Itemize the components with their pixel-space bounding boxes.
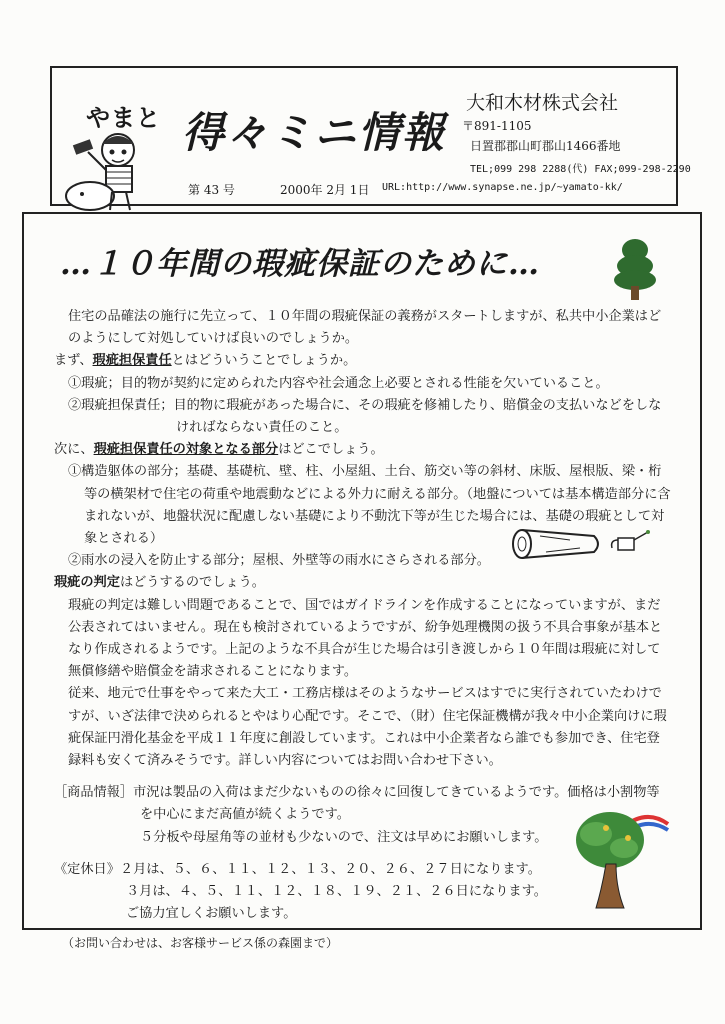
q2-prefix: 次に、 [54, 442, 94, 458]
issue-date: 2000年 2月 1日 [280, 183, 370, 197]
company-name: 大和木材株式会社 [466, 92, 619, 114]
judgement-paragraph: 瑕疵の判定は難しい問題であることで、国ではガイドラインを作成することになっていますが、まだ公表されてはいません。現在も検討されているようですが、紛争処理機関の扱う不具合事象が基本となり作成されるようです。上記のような不具合が生じた場合は引き渡しから１０年間は瑕疵に対して無償修繕や賠償金を請求されることになります。 [68, 597, 663, 680]
brand-name: やまと [86, 104, 161, 132]
q3-suffix: はどうするのでしょう。 [119, 575, 265, 591]
holiday-line3: ご協力宜しくお願いします。 [126, 906, 297, 922]
question-defect-liability [54, 350, 672, 372]
q1-emphasis: 瑕疵担保責任 [92, 353, 172, 369]
q2-suffix: はどこでしょう。 [278, 442, 384, 458]
definition-liability: ②瑕疵担保責任；目的物に瑕疵があった場合に、その瑕疵を修補したり、賠償金の支払いなどをしな [68, 397, 662, 413]
watering-can-icon [604, 528, 652, 556]
website-url[interactable]: URL:http://www.synapse.ne.jp/~yamato-kk/ [382, 182, 623, 193]
holiday-label: 《定休日》 [54, 861, 120, 877]
holiday-text1: ２月は、５、６、１１、１２、１３、２０、２６、２７日になります。 [119, 861, 541, 877]
tree-icon [612, 236, 658, 302]
article-headline: …１０年間の瑕疵保証のために… [60, 246, 540, 282]
question-covered-parts [54, 439, 672, 461]
issue-number: 第 43 号 [188, 183, 235, 197]
product-info-line2: を中心にまだ高値が続くようです。 [140, 807, 350, 823]
log-icon [510, 524, 606, 564]
covered-item-structure: ①構造躯体の部分；基礎、基礎杭、壁、柱、小屋組、土台、筋交い等の斜材、床版、屋根版、梁・桁等の横架材で住宅の荷重や地震動などによる外力に耐える部分。（地盤については基本構造部分に含まれないが、地盤状況に配慮しない基礎により不動沈下等が生じた場合には、基礎の瑕疵として対象とされる） [68, 464, 671, 547]
product-info-label: ［商品情報］ [54, 785, 134, 801]
covered-item-rainwater: ②雨水の浸入を防止する部分；屋根、外壁等の雨水にさらされる部分。 [68, 553, 490, 569]
tel-fax: TEL;099 298 2288(代) FAX;099-298-2290 [470, 164, 691, 175]
definition-liability-cont: ければならない責任のこと。 [176, 420, 348, 436]
contact-note: （お問い合わせは、お客様サービス係の森園まで） [62, 936, 339, 950]
q3-emphasis: 瑕疵の判定 [54, 575, 120, 591]
product-info-line3: ５分板や母屋角等の並材も少ないので、注文は早めにお願いします。 [140, 829, 548, 845]
product-info-text1: 市況は製品の入荷はまだ少ないものの徐々に回復してきているようです。価格は小割物等 [133, 785, 660, 801]
definition-defect: ①瑕疵；目的物が契約に定められた内容や社会通念上必要とされる性能を欠いていること。 [68, 375, 609, 391]
tree-illustration-icon [566, 798, 676, 918]
company-address: 日置郡郡山町郡山1466番地 [470, 139, 621, 153]
fund-paragraph: 従来、地元で仕事をやって来た大工・工務店様はそのようなサービスはすでに実行されていたわけですが、いざ法律で決められるとやはり心配です。そこで、（財）住宅保証機構が我々中小企業向けに瑕疵保証円滑化基金を平成１１年度に創設しています。これは中小企業者なら誰でも参加でき、住宅登録料も安くて済みそうです。詳しい内容についてはお問い合わせ下さい。 [68, 686, 667, 769]
q1-suffix: とはどういうことでしょうか。 [171, 353, 357, 369]
mascot-icon [60, 122, 164, 214]
newsletter-title: 得々ミニ情報 [182, 108, 447, 157]
q1-prefix: まず、 [54, 353, 93, 369]
q2-emphasis: 瑕疵担保責任の対象となる部分 [93, 442, 279, 458]
question-judgement [54, 572, 672, 594]
postal-code: 〒891-1105 [462, 119, 532, 133]
intro-paragraph: 住宅の品確法の施行に先立って、１０年間の瑕疵保証の義務がスタートしますが、私共中小企業はどのようにして対処していけば良いのでしょうか。 [68, 309, 662, 347]
holiday-line2: ３月は、４、５、１１、１２、１８、１９、２１、２６日になります。 [126, 884, 547, 900]
